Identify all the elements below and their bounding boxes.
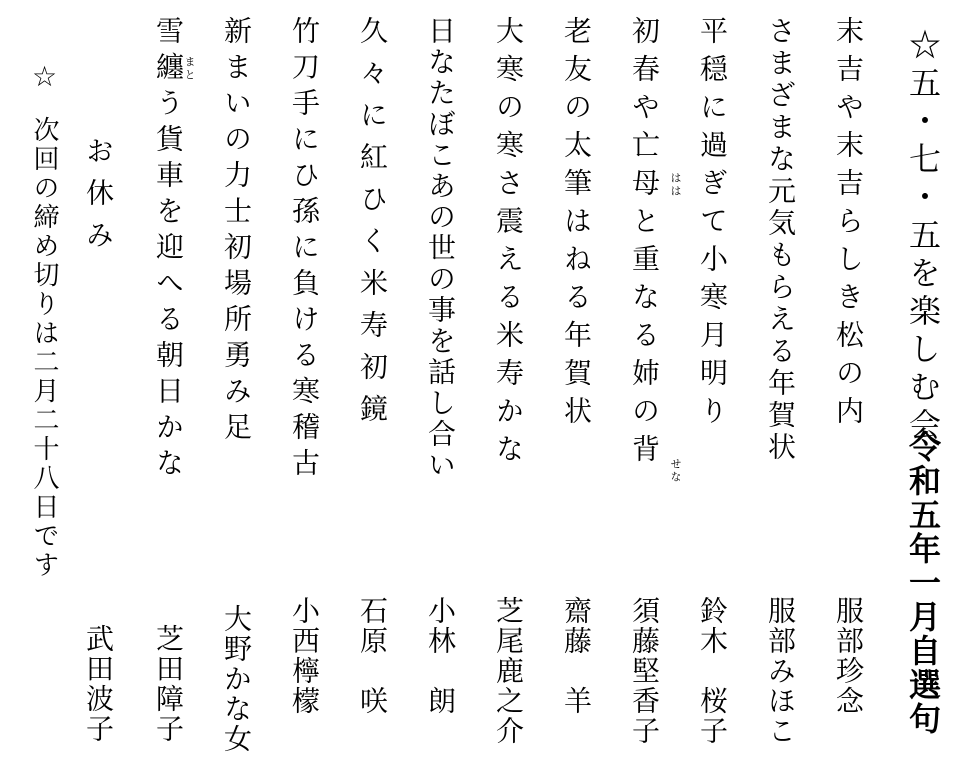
- page-title: ☆五・七・五を楽しむ会: [904, 28, 942, 446]
- haiku-text: 久々に紅ひく米寿初鏡: [356, 16, 389, 436]
- rest-author: 武田波子: [82, 624, 115, 744]
- ruby-annotation: まと: [183, 56, 196, 82]
- haiku-entry: [822, 0, 874, 767]
- rest-text: お休み: [82, 136, 115, 262]
- haiku-entry: [142, 0, 194, 767]
- haiku-entry: [414, 0, 466, 767]
- haiku-author: 石原 咲: [356, 596, 389, 716]
- haiku-author: 齋藤 羊: [560, 596, 593, 716]
- footer-column: [18, 0, 70, 767]
- deadline-note: 次回の締め切りは二月二十八日です: [29, 116, 59, 580]
- haiku-entry: [618, 0, 682, 767]
- haiku-author: 服部珍念: [832, 596, 865, 716]
- haiku-entry: [210, 0, 262, 767]
- haiku-entry: [686, 0, 738, 767]
- haiku-text: 初春や亡母と重なる姉の背: [628, 16, 661, 472]
- haiku-author: 須藤堅香子: [628, 596, 661, 746]
- haiku-author: 小林 朗: [424, 596, 457, 716]
- haiku-entry: [550, 0, 602, 767]
- haiku-entry: [346, 0, 398, 767]
- ruby-annotation: はは: [669, 172, 682, 198]
- title-column: [893, 0, 953, 767]
- haiku-author: 大野かな女: [220, 604, 253, 754]
- haiku-text: 末吉や末吉らしき松の内: [832, 16, 865, 434]
- haiku-entry: [278, 0, 330, 767]
- haiku-text: 大寒の寒さ震える米寿かな: [492, 16, 525, 472]
- haiku-author: 芝田障子: [152, 624, 185, 744]
- date-heading: 令和五年一月自選句: [904, 430, 942, 736]
- haiku-text: 日なたぼこあの世の事を話し合い: [424, 16, 457, 481]
- haiku-entry: [754, 0, 806, 767]
- rest-entry: [72, 0, 124, 767]
- haiku-text: 雪纏う貨車を迎へる朝日かな: [152, 16, 185, 484]
- ruby-annotation: せな: [669, 458, 682, 484]
- haiku-text: さまざまな元気もらえる年賀状: [764, 16, 797, 464]
- haiku-author: 服部みほこ: [764, 596, 797, 746]
- haiku-text: 新まいの力士初場所勇み足: [220, 16, 253, 448]
- haiku-author: 小西檸檬: [288, 596, 321, 716]
- haiku-author: 鈴木 桜子: [696, 596, 729, 746]
- haiku-author: 芝尾鹿之介: [492, 596, 525, 746]
- star-icon: ☆: [28, 60, 61, 93]
- haiku-entry: [482, 0, 534, 767]
- haiku-text: 竹刀手にひ孫に負ける寒稽古: [288, 16, 321, 484]
- haiku-text: 平穏に過ぎて小寒月明り: [696, 16, 729, 434]
- haiku-text: 老友の太筆はねる年賀状: [560, 16, 593, 434]
